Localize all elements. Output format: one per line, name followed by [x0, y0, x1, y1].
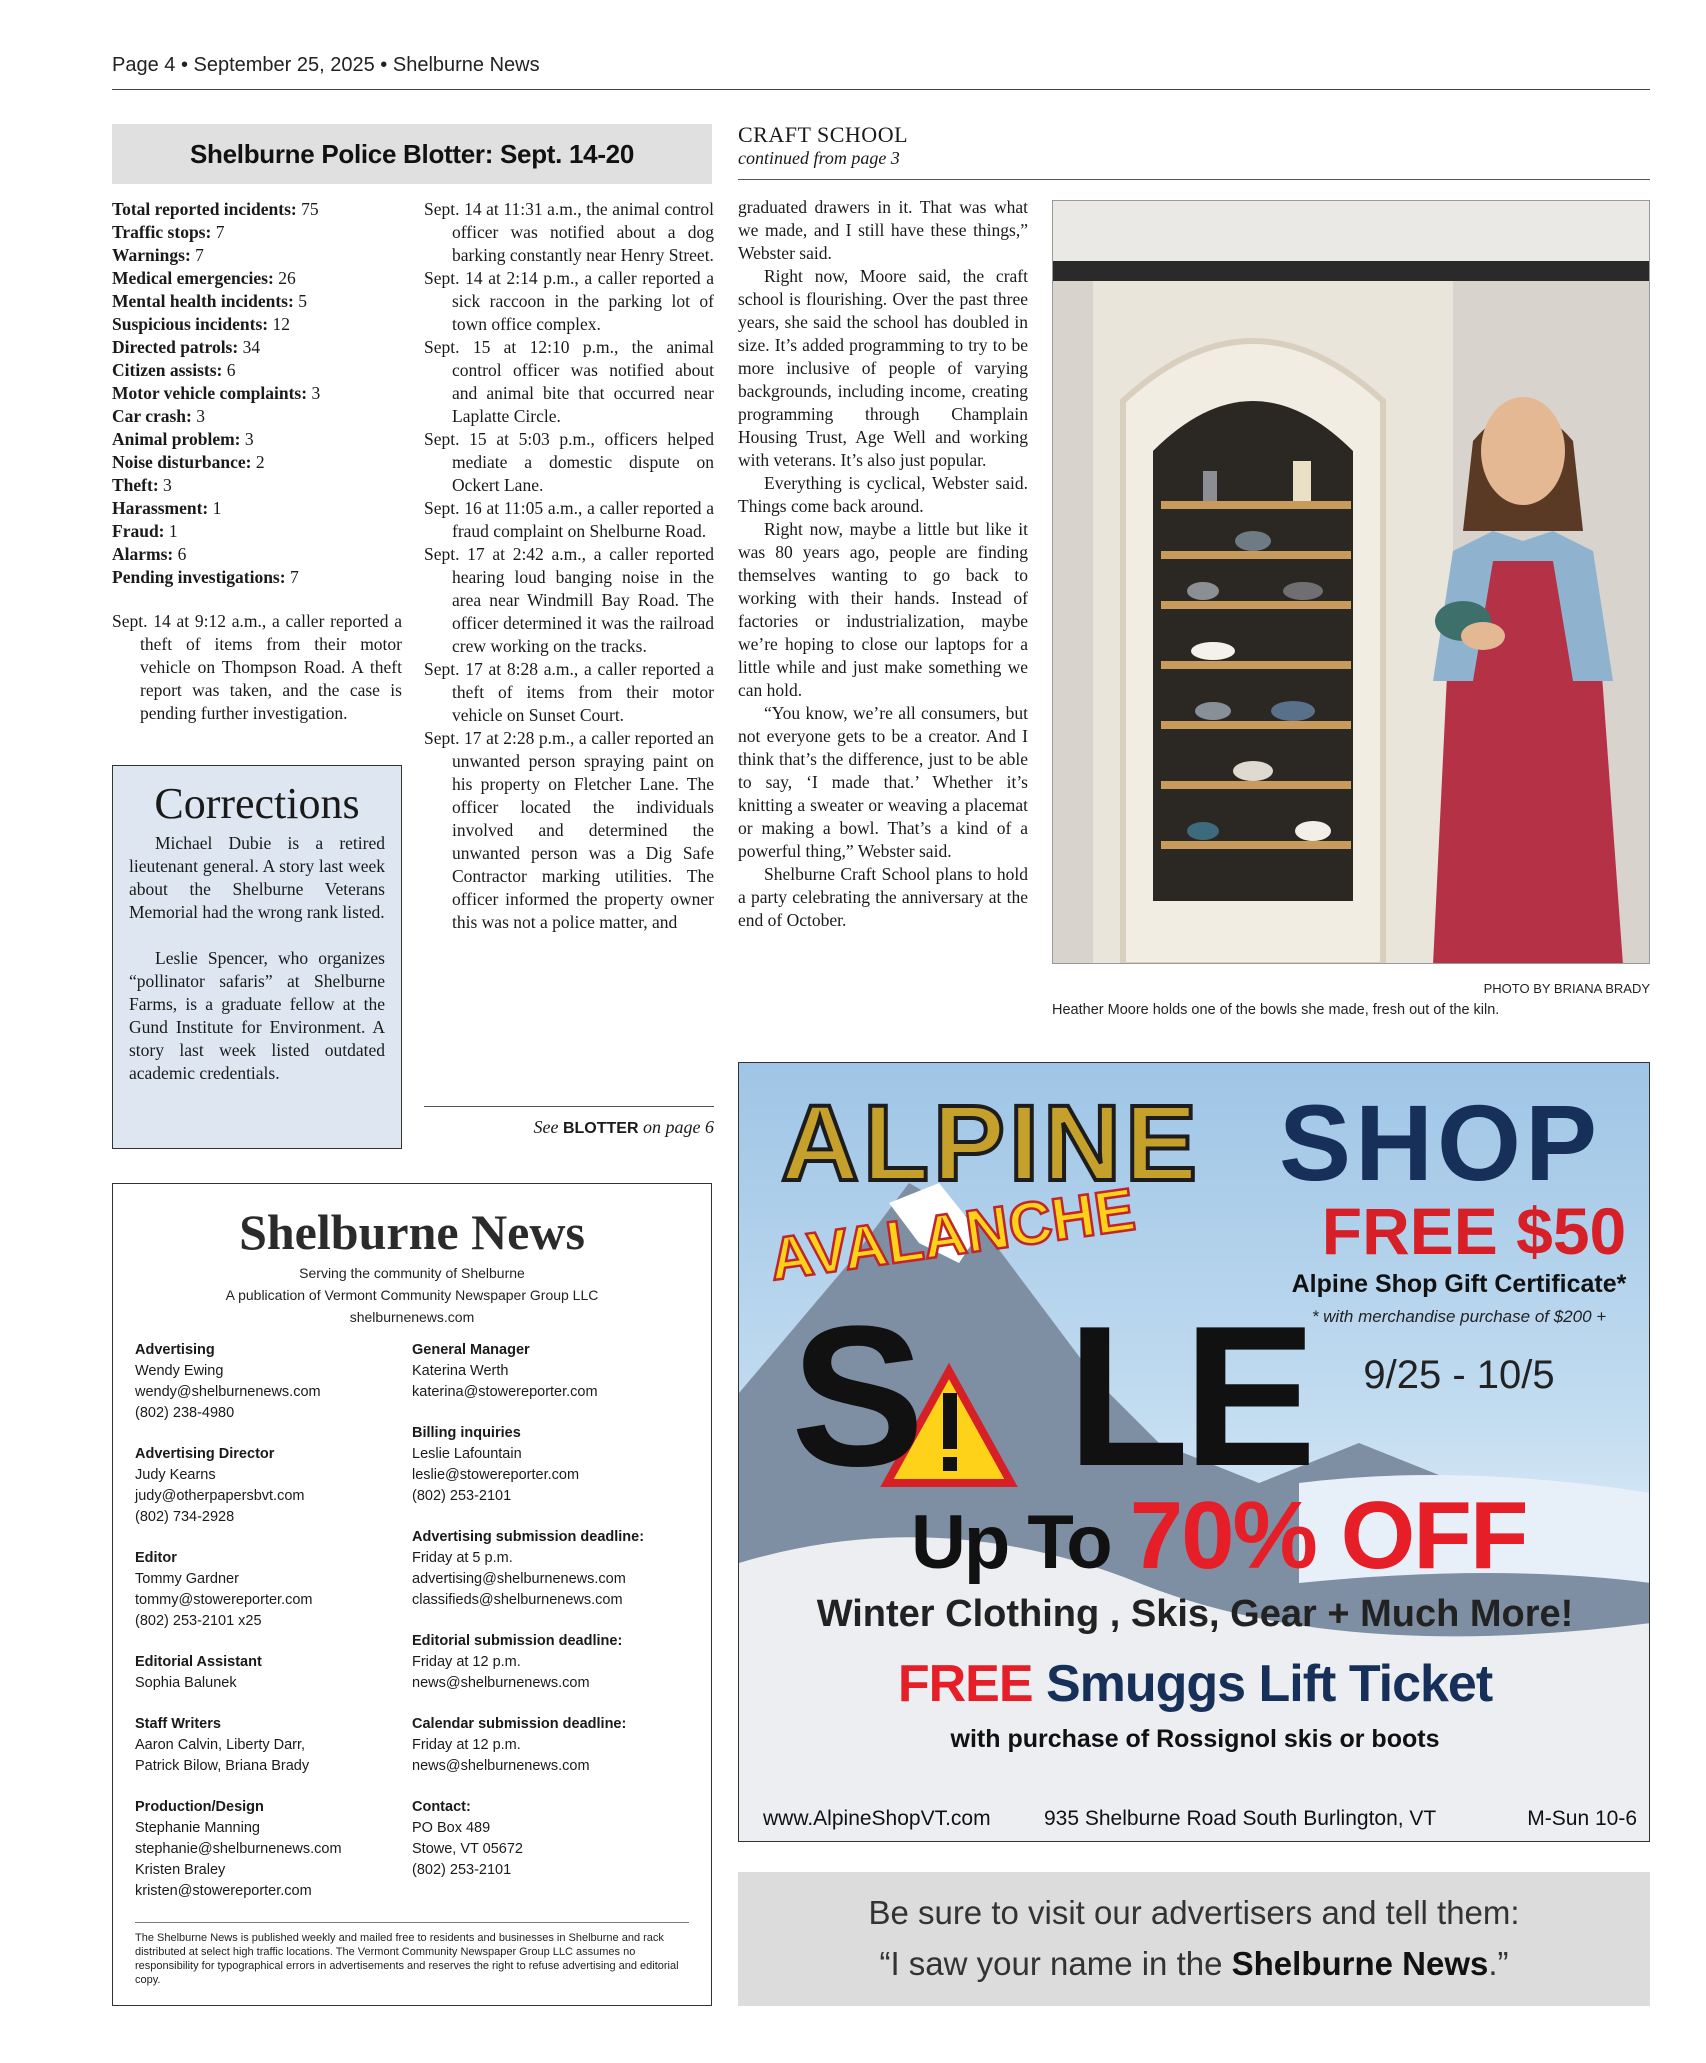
craft-school-kicker: CRAFT SCHOOL: [738, 122, 909, 147]
alpine-shop-ad[interactable]: [738, 1062, 1650, 1842]
masthead-block-heading: Contact:: [412, 1799, 471, 1815]
masthead-block: [412, 1631, 689, 1694]
advertisers-line1: Be sure to visit our advertisers and tell them:: [868, 1894, 1520, 1931]
ad-rossignol: with purchase of Rossignol skis or boots: [950, 1725, 1440, 1753]
craft-paragraph: Right now, maybe a little but like it was 80 years ago, people are finding themselves wanting to go back to working with their hands. Instead of factories or industrialization, maybe we’re hoping to close our laptops for a little while and just make something we can hold.: [738, 519, 1028, 700]
masthead-block-heading: General Manager: [412, 1342, 530, 1358]
blotter-stat: Warnings: 7: [112, 245, 204, 265]
masthead-block-line: Judy Kearns: [135, 1467, 216, 1483]
ad-alpine-word: ALPINE: [781, 1082, 1202, 1203]
masthead-title: Shelburne News: [239, 1204, 585, 1260]
blotter-title: Shelburne Police Blotter: Sept. 14-20: [112, 124, 712, 184]
blotter-stat: Mental health incidents: 5: [112, 291, 307, 311]
ad-free-lift: FREE Smuggs Lift Ticket: [897, 1655, 1493, 1713]
masthead-block-line: Leslie Lafountain: [412, 1446, 522, 1462]
masthead-block-line: Friday at 5 p.m.: [412, 1550, 513, 1566]
masthead-block-line: Patrick Bilow, Briana Brady: [135, 1758, 310, 1774]
ad-avalanche-word: AVALANCHE: [765, 1175, 1139, 1294]
craft-paragraph: Shelburne Craft School plans to hold a party celebrating the anniversary at the end of October.: [738, 864, 1028, 930]
page-header: [112, 50, 1650, 90]
masthead-block-heading: Advertising: [135, 1342, 215, 1358]
blotter-right-entries: [424, 198, 714, 934]
masthead-box: [112, 1183, 712, 2006]
craft-school-text: [738, 196, 1028, 932]
masthead-block-line: Sophia Balunek: [135, 1675, 237, 1691]
masthead-block: [135, 1548, 412, 1632]
ad-shop-word: SHOP: [1279, 1082, 1602, 1203]
blotter-entry: Sept. 17 at 2:28 p.m., a caller reported an unwanted person spraying paint on his property on Fletcher Lane. The officer located the individuals involved and determined the unwanted person was a Dig Safe Contractor marking utilities. The officer informed the property owner this was not a police matter, and: [424, 728, 714, 932]
blotter-entry: Sept. 17 at 8:28 a.m., a caller reported a theft of items from their motor vehicle on Sunset Court.: [424, 659, 714, 725]
masthead-block-line: (802) 253-2101: [412, 1862, 512, 1878]
blotter-stat: Harassment: 1: [112, 498, 222, 518]
blotter-stat: Animal problem: 3: [112, 429, 254, 449]
masthead-block-heading: Staff Writers: [135, 1716, 221, 1732]
ad-gift-certificate: Alpine Shop Gift Certificate*: [1291, 1270, 1627, 1298]
photo-credit: PHOTO BY BRIANA BRADY: [1483, 981, 1650, 996]
masthead-block-line: Stowe, VT 05672: [412, 1841, 523, 1857]
blotter-stat: Citizen assists: 6: [112, 360, 236, 380]
masthead-block-line: Friday at 12 p.m.: [412, 1654, 521, 1670]
masthead-block-line: news@shelburnenews.com: [412, 1758, 590, 1774]
blotter-stat: Traffic stops: 7: [112, 222, 225, 242]
masthead-block-line: judy@otherpapersbvt.com: [135, 1488, 305, 1504]
ad-sale-le: LE: [1067, 1285, 1311, 1508]
craft-paragraph: Right now, Moore said, the craft school is flourishing. Over the past three years, she said the school has doubled in size. It’s added programming to try to be more inclusive of people of varying backgrounds, including income, creating programming through Champlain Housing Trust, Age Well and working with veterans. It’s also just popular.: [738, 266, 1028, 470]
masthead-block: [412, 1797, 689, 1881]
craft-paragraph: graduated drawers in it. That was what we made, and I still have these things,” Webster said.: [738, 197, 1028, 263]
masthead-block-line: (802) 238-4980: [135, 1405, 235, 1421]
corrections-title: Corrections: [154, 779, 360, 828]
masthead-block-heading: Calendar submission deadline:: [412, 1716, 627, 1732]
ad-sale-s: S: [791, 1285, 925, 1508]
masthead-block: [135, 1444, 412, 1528]
masthead-block-heading: Editorial submission deadline:: [412, 1633, 623, 1649]
masthead-block-line: (802) 253-2101: [412, 1488, 512, 1504]
blotter-entry: Sept. 14 at 9:12 a.m., a caller reported a theft of items from their motor vehicle on Thompson Road. A theft report was taken, and the case is pending further investigation.: [112, 611, 402, 723]
ad-free-50: FREE $50: [1321, 1194, 1627, 1268]
masthead-tagline: Serving the community of Shelburne: [299, 1265, 525, 1281]
ad-merch-note: * with merchandise purchase of $200 +: [1311, 1307, 1607, 1326]
ad-discount: Up To 70% OFF: [911, 1482, 1527, 1589]
blotter-stat: Car crash: 3: [112, 406, 205, 426]
masthead-block-line: Stephanie Manning: [135, 1820, 260, 1836]
masthead-block-line: Wendy Ewing: [135, 1363, 224, 1379]
blotter-stat: Theft: 3: [112, 475, 172, 495]
blotter-stat: Pending investigations: 7: [112, 567, 299, 587]
blotter-stat: Directed patrols: 34: [112, 337, 261, 357]
masthead-block: [412, 1340, 689, 1403]
blotter-stat: Total reported incidents: 75: [112, 199, 319, 219]
correction-item: Michael Dubie is a retired lieutenant general. A story last week about the Shelburne Veterans Memorial had the wrong rank listed.: [129, 833, 385, 922]
masthead-block: [135, 1340, 412, 1424]
masthead-publisher: A publication of Vermont Community Newspaper Group LLC: [225, 1287, 599, 1303]
blotter-left-entries: [112, 610, 402, 725]
masthead-block: [412, 1714, 689, 1777]
ad-hours: M-Sun 10-6: [1527, 1807, 1637, 1830]
advertisers-strip: [738, 1872, 1650, 2006]
correction-item: Leslie Spencer, who organizes “pollinator safaris” at Shelburne Farms, is a graduate fellow at the Gund Institute for Environment. A story last week listed outdated academic credentials.: [129, 948, 385, 1083]
blotter-stat: Motor vehicle complaints: 3: [112, 383, 321, 403]
blotter-stat: Noise disturbance: 2: [112, 452, 265, 472]
advertisers-line2: “I saw your name in the Shelburne News.”: [879, 1945, 1509, 1982]
kiln-photo: [1052, 200, 1650, 964]
masthead-block-heading: Advertising Director: [135, 1446, 275, 1462]
masthead-block-line: leslie@stowereporter.com: [412, 1467, 580, 1483]
blotter-stat: Suspicious incidents: 12: [112, 314, 290, 334]
masthead-block-line: Kristen Braley: [135, 1862, 226, 1878]
masthead-block-line: Friday at 12 p.m.: [412, 1737, 521, 1753]
ad-winter-line: Winter Clothing , Skis, Gear + Much More!: [816, 1593, 1574, 1635]
craft-school-continued[interactable]: continued from page 3: [738, 148, 900, 168]
blotter-jump-link[interactable]: See BLOTTER on page 6: [424, 1106, 714, 1138]
masthead-block-heading: Billing inquiries: [412, 1425, 521, 1441]
masthead-block: [412, 1423, 689, 1507]
blotter-stat: Alarms: 6: [112, 544, 187, 564]
ad-footer: [739, 1799, 1650, 1842]
page-info: Page 4 • September 25, 2025 • Shelburne News: [112, 54, 540, 76]
blotter-entry: Sept. 16 at 11:05 a.m., a caller reported a fraud complaint on Shelburne Road.: [424, 498, 714, 541]
masthead-block: [412, 1527, 689, 1611]
masthead-block-heading: Editorial Assistant: [135, 1654, 262, 1670]
craft-school-header: [738, 122, 1650, 180]
masthead-block: [135, 1797, 412, 1902]
masthead-block-heading: Editor: [135, 1550, 177, 1566]
masthead-block-heading: Advertising submission deadline:: [412, 1529, 645, 1545]
masthead-right-column: [412, 1340, 689, 1922]
blotter-entry: Sept. 15 at 12:10 p.m., the animal control officer was notified about and animal bite that occurred near Laplatte Circle.: [424, 337, 714, 426]
blotter-entry: Sept. 14 at 2:14 p.m., a caller reported a sick raccoon in the parking lot of town office complex.: [424, 268, 714, 334]
blotter-stat: Fraud: 1: [112, 521, 178, 541]
masthead-block-line: advertising@shelburnenews.com: [412, 1571, 626, 1587]
masthead-block-heading: Production/Design: [135, 1799, 264, 1815]
ad-url[interactable]: www.AlpineShopVT.com: [763, 1807, 991, 1830]
masthead-footer: The Shelburne News is published weekly and mailed free to residents and businesses in Shelburne and rack distributed at select high traffic locations. The Vermont Community Newspaper Group LLC assumes no responsibility for typographical errors in advertisements and reserves the right to refuse advertising and editorial copy.: [135, 1922, 689, 1987]
masthead-block-line: Tommy Gardner: [135, 1571, 239, 1587]
masthead-block-line: PO Box 489: [412, 1820, 491, 1836]
masthead-block-line: katerina@stowereporter.com: [412, 1384, 598, 1400]
craft-paragraph: Everything is cyclical, Webster said. Things come back around.: [738, 473, 1028, 516]
ad-address: 935 Shelburne Road South Burlington, VT: [1044, 1807, 1437, 1830]
masthead-block-line: kristen@stowereporter.com: [135, 1883, 312, 1899]
craft-paragraph: “You know, we’re all consumers, but not everyone gets to be a creator. And I think that’s the difference, just to be able to say, ‘I made that.’ Whether it’s knitting a sweater or weaving a placemat or making a bowl. That’s a kind of a powerful thing,” Webster said.: [738, 703, 1028, 861]
masthead-left-column: [135, 1340, 412, 1922]
masthead-block: [135, 1714, 412, 1777]
kiln-photo-illustration: [1053, 201, 1650, 964]
masthead-block-line: (802) 253-2101 x25: [135, 1613, 262, 1629]
masthead-block-line: (802) 734-2928: [135, 1509, 235, 1525]
masthead-block-line: tommy@stowereporter.com: [135, 1592, 313, 1608]
masthead-block: [135, 1652, 412, 1694]
blotter-entry: Sept. 17 at 2:42 a.m., a caller reported hearing loud banging noise in the area near Windmill Bay Road. The officer determined it was the railroad crew working on the tracks.: [424, 544, 714, 656]
blotter-entry: Sept. 15 at 5:03 p.m., officers helped mediate a domestic dispute on Ockert Lane.: [424, 429, 714, 495]
blotter-stat: Medical emergencies: 26: [112, 268, 296, 288]
masthead-block-line: Aaron Calvin, Liberty Darr,: [135, 1737, 306, 1753]
corrections-box: [112, 765, 402, 1149]
ad-dates: 9/25 - 10/5: [1363, 1353, 1555, 1397]
blotter-entry: Sept. 14 at 11:31 a.m., the animal control officer was notified about a dog barking constantly near Henry Street.: [424, 199, 714, 265]
photo-caption: Heather Moore holds one of the bowls she made, fresh out of the kiln.: [1052, 1002, 1500, 1018]
blotter-stats: [112, 198, 402, 589]
masthead-block-line: wendy@shelburnenews.com: [135, 1384, 321, 1400]
masthead-block-line: classifieds@shelburnenews.com: [412, 1592, 623, 1608]
masthead-block-line: Katerina Werth: [412, 1363, 509, 1379]
masthead-website[interactable]: shelburnenews.com: [349, 1309, 475, 1325]
masthead-block-line: news@shelburnenews.com: [412, 1675, 590, 1691]
masthead-block-line: stephanie@shelburnenews.com: [135, 1841, 342, 1857]
